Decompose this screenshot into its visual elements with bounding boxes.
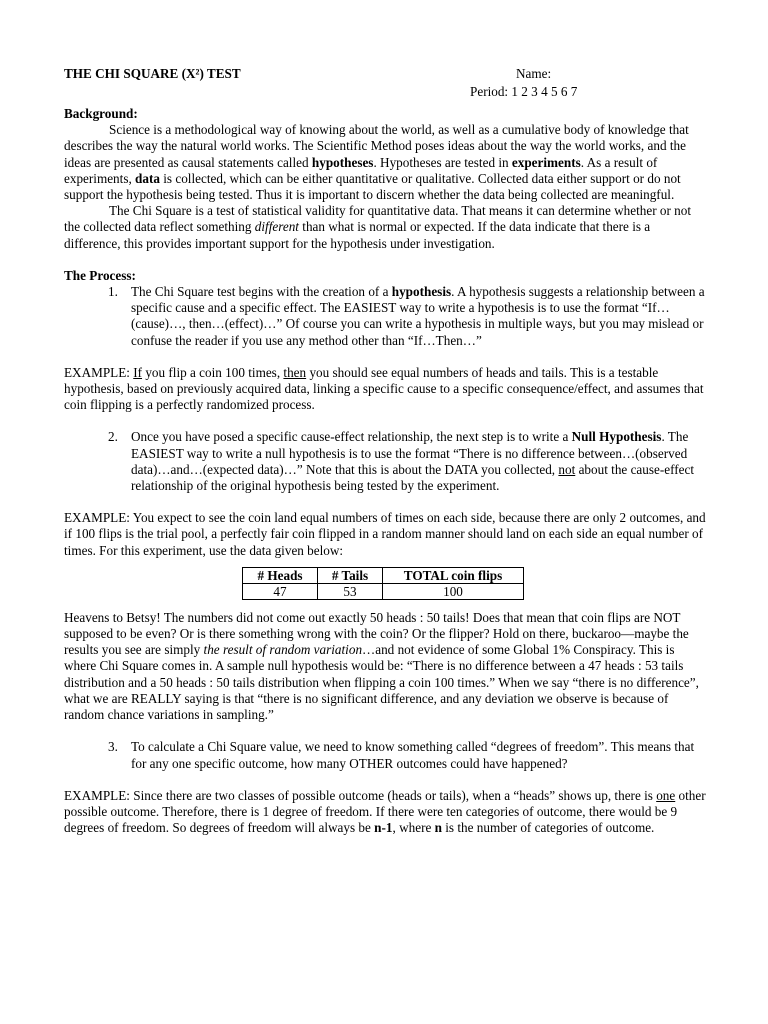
page-title: THE CHI SQUARE (X²) TEST <box>64 66 241 81</box>
example-3: EXAMPLE: Since there are two classes of possible outcome (heads or tails), when a “heads” shows up, there is one other possible outcome. Therefore, there is 1 degree of freedom. If there were ten categories of outcome, there would be 9 degrees of freedom. So degrees of freedom will always be n-1, where n is the number of categories of outcome. <box>64 787 706 836</box>
step-2: 2. Once you have posed a specific cause-effect relationship, the next step is to write a Null Hypothesis. The EASIEST way to write a null hypothesis is to use the format “There is no difference between…(observed data)…and…(expected data)…” Note that this is about the DATA you collected, not about the cause-effect relationship of the original hypothesis being tested by the experiment. <box>108 429 695 494</box>
table-header-tails: # Tails <box>318 567 383 583</box>
step-number: 2. <box>108 429 118 445</box>
table-cell-heads: 47 <box>243 583 318 599</box>
header <box>64 64 706 98</box>
table-row <box>243 583 524 599</box>
step-3: 3. To calculate a Chi Square value, we need to know something called “degrees of freedom”. This means that for any one specific outcome, how many OTHER outcomes could have happened? <box>108 739 695 771</box>
period-label: Period: 1 2 3 4 5 6 7 <box>470 84 578 99</box>
heavens-paragraph: Heavens to Betsy! The numbers did not come out exactly 50 heads : 50 tails! Does that mean that coin flips are NOT supposed to be even? Or is there something wrong with the coin? Or the flipper? Hold on there, buckaroo—maybe the results you see are simply the result of random variation…and not evidence of some Global 1% Conspiracy. This is where Chi Square comes in. A sample null hypothesis would be: “There is no difference between a 47 heads : 53 tails distribution and a 50 heads : 50 tails distribution when flipping a coin 100 times.” When we say “there is no difference”, what we are REALLY saying is that “there is no significant difference, and any deviation we observe is because of random chance variations in sampling.” <box>64 609 699 723</box>
table-header-heads: # Heads <box>243 567 318 583</box>
example-2: EXAMPLE: You expect to see the coin land equal numbers of times on each side, because there are only 2 outcomes, and if 100 flips is the trial pool, a perfectly fair coin flipped in a random manner should land on each side an equal number of times. For this experiment, use the data given below: <box>64 510 706 558</box>
coin-flip-table <box>242 567 524 600</box>
step-number: 1. <box>108 284 118 300</box>
step-1: 1. The Chi Square test begins with the creation of a hypothesis. A hypothesis suggests a relationship between a specific cause and a specific effect. The EASIEST way to write a hypothesis is to use the format “If…(cause)…, then…(effect)…” Of course you can write a hypothesis in multiple ways, but you may mislead or confuse the reader if you use any method other than “If…Then…” <box>108 284 705 348</box>
step-number: 3. <box>108 739 118 755</box>
background-paragraph-2: The Chi Square is a test of statistical validity for quantitative data. That means it can determine whether or not the collected data reflect something different than what is normal or expected. If the data indicate that there is a difference, this provides important support for the hypothesis under investigation. <box>64 203 692 251</box>
background-paragraph-1: Science is a methodological way of knowing about the world, as well as a cumulative body of knowledge that describes the way the natural world works. The Scientific Method poses ideas about the way the world works, and the ideas are presented as causal statements called hypotheses. Hypotheses are tested in experiments. As a result of experiments, data is collected, which can be either quantitative or qualitative. Collected data either support or do not support the hypothesis being tested. Thus it is important to discern whether the data being collected are meaningful. <box>64 122 689 203</box>
table-header-total: TOTAL coin flips <box>383 567 524 583</box>
example-1: EXAMPLE: If you flip a coin 100 times, then you should see equal numbers of heads and tails. This is a testable hypothesis, based on previously acquired data, linking a specific cause to a specific consequence/effect, and assumes that coin flipping is a perfectly randomized process. <box>64 364 704 413</box>
table-cell-total: 100 <box>383 583 524 599</box>
name-label: Name: <box>516 66 552 81</box>
table-header-row <box>243 567 524 583</box>
background-heading: Background: <box>64 106 138 121</box>
process-heading: The Process: <box>64 267 136 283</box>
table-cell-tails: 53 <box>318 583 383 599</box>
worksheet-page <box>64 64 706 836</box>
